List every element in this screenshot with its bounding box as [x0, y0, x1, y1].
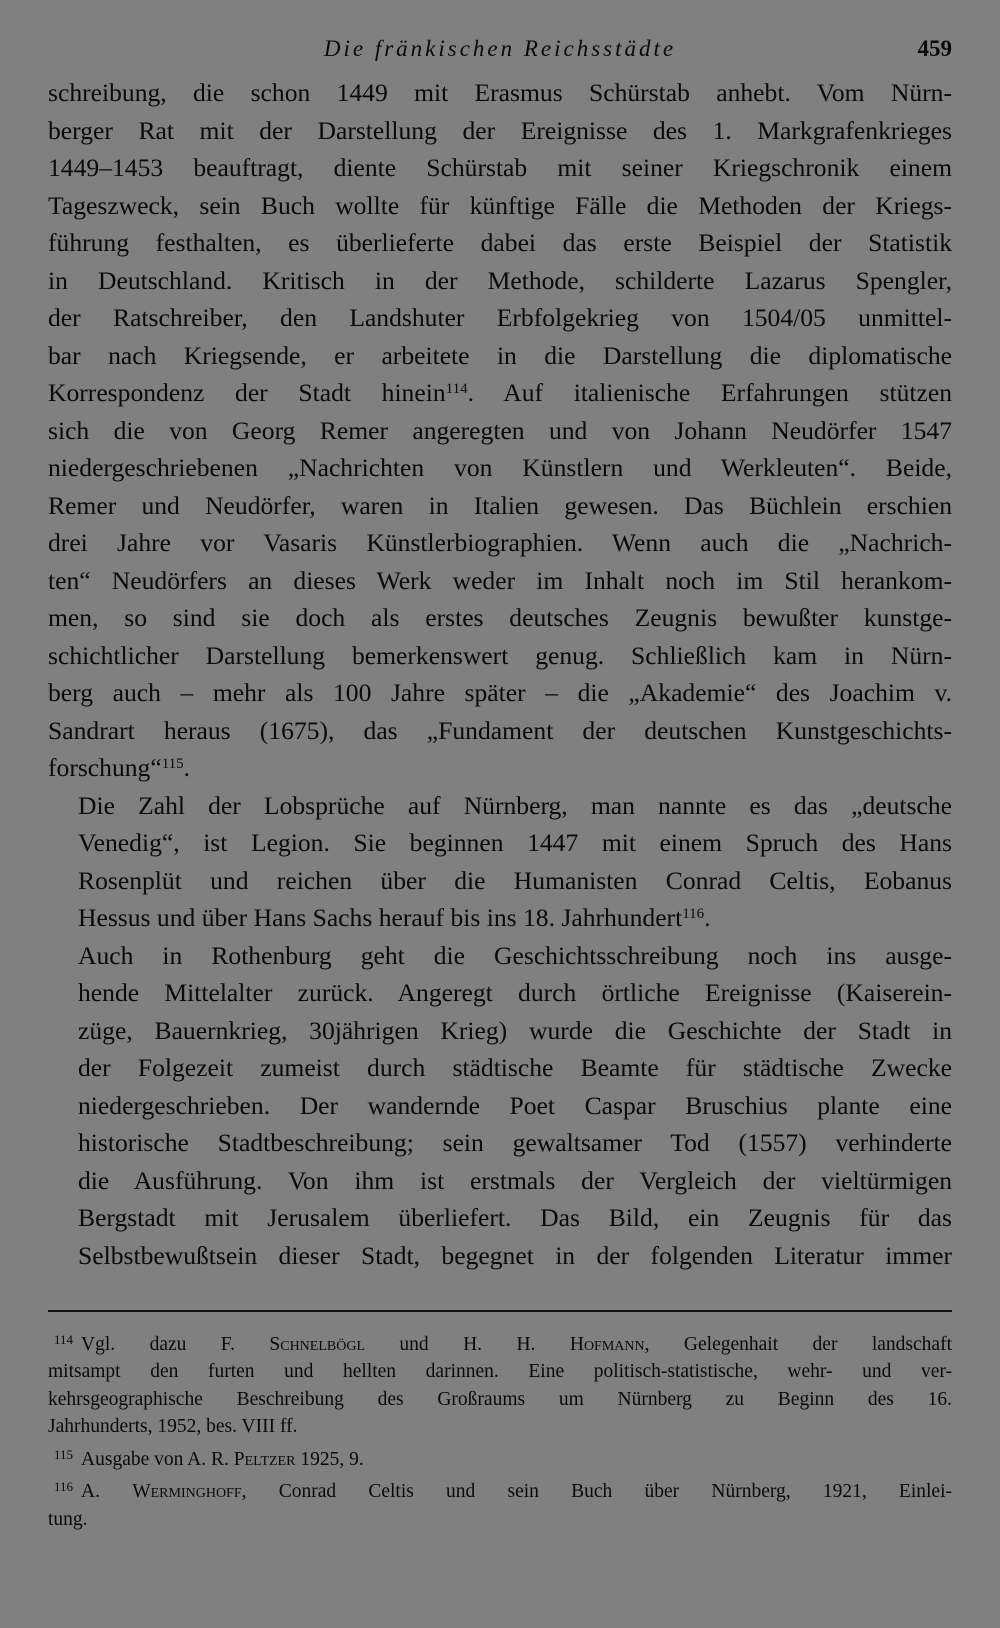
document-page — [48, 36, 952, 1533]
text-line — [48, 749, 952, 787]
text-line: schichtlicher Darstellung bemerkenswert genug. Schließlich kam in Nürn- — [48, 640, 952, 670]
text-line: niedergeschriebenen „Nachrichten von Künstlern und Werkleuten“. Beide, — [48, 453, 952, 482]
paragraph-1 — [48, 74, 952, 787]
text-line: in Deutschland. Kritisch in der Methode, schilderte Lazarus Spengler, — [48, 265, 952, 295]
text-segment: Hessus und über Hans Sachs herauf bis ins 18. Jahrhundert — [78, 903, 683, 932]
footnote-line: tung. — [48, 1508, 88, 1530]
text-line: berg auch – mehr als 100 Jahre später – die „Akademie“ des Joachim v. — [48, 678, 952, 707]
footnote-number: 114 — [54, 1332, 74, 1347]
text-segment: A. — [81, 1481, 133, 1503]
page-number: 459 — [917, 36, 952, 61]
author-name: Schnelbögl — [269, 1333, 366, 1355]
text-line — [48, 374, 952, 412]
text-segment: Korrespondenz der Stadt hinein — [48, 378, 446, 407]
text-segment: Ausgabe von A. R. — [81, 1448, 234, 1470]
text-segment: Vgl. dazu F. — [81, 1333, 270, 1355]
text-line: Rosenplüt und reichen über die Humanisten Conrad Celtis, Eobanus — [78, 865, 952, 895]
text-segment: . — [183, 753, 191, 782]
text-line: führung festhalten, es überlieferte dabei das erste Beispiel der Statistik — [48, 228, 952, 257]
text-line: 1449–1453 beauftragt, diente Schürstab mit seiner Kriegschronik einem — [48, 153, 952, 182]
author-name: Peltzer — [233, 1448, 296, 1470]
text-line: men, so sind sie doch als erstes deutsches Zeugnis bewußter kunstge- — [48, 603, 952, 632]
footnote-line: Jahrhunderts, 1952, bes. VIII ff. — [48, 1416, 298, 1438]
footnote-ref-114[interactable]: 114 — [445, 380, 468, 397]
text-segment: 1925, 9. — [295, 1448, 364, 1470]
text-line: sich die von Georg Remer angeregten und von Johann Neudörfer 1547 — [48, 415, 952, 445]
text-line: Sandrart heraus (1675), das „Fundament der deutschen Kunstgeschichts- — [48, 715, 952, 745]
text-line — [48, 899, 952, 937]
footnote-ref-116[interactable]: 116 — [682, 905, 705, 922]
text-line: Auch in Rothenburg geht die Geschichtsschreibung noch ins ausge- — [78, 940, 952, 970]
text-line: Venedig“, ist Legion. Sie beginnen 1447 mit einem Spruch des Hans — [78, 828, 952, 857]
footnote-line — [48, 1441, 952, 1473]
author-name: Hofmann — [569, 1333, 645, 1355]
paragraph-3 — [48, 937, 952, 1275]
text-line: bar nach Kriegsende, er arbeitete in die Darstellung die diplomatische — [48, 340, 952, 370]
text-segment: . — [704, 903, 711, 932]
paragraph-2 — [48, 787, 952, 937]
footnote-number: 116 — [54, 1479, 74, 1495]
text-line: der Folgezeit zumeist durch städtische Beamte für städtische Zwecke — [78, 1053, 952, 1082]
footnote-114 — [48, 1326, 952, 1441]
text-line: die Ausführung. Von ihm ist erstmals der Vergleich der vieltürmigen — [78, 1165, 952, 1195]
footnote-line: mitsampt den furten und hellten darinnen. Eine politisch-statistische, wehr- und ver- — [48, 1361, 952, 1383]
text-line: Bergstadt mit Jerusalem überliefert. Das Bild, ein Zeugnis für das — [78, 1203, 952, 1232]
footnote-line — [48, 1473, 952, 1505]
text-line: züge, Bauernkrieg, 30jährigen Krieg) wurde die Geschichte der Stadt in — [78, 1015, 952, 1045]
footnote-divider — [48, 1310, 952, 1312]
footnote-line — [48, 1326, 952, 1358]
text-line: historische Stadtbeschreibung; sein gewaltsamer Tod (1557) verhinderte — [78, 1128, 952, 1157]
running-head — [48, 36, 952, 74]
author-name: Werminghoff — [132, 1481, 242, 1503]
text-line: der Ratschreiber, den Landshuter Erbfolgekrieg von 1504/05 unmittel- — [48, 303, 952, 332]
text-segment: forschung“ — [48, 753, 162, 782]
text-line: Tageszweck, sein Buch wollte für künftige Fälle die Methoden der Kriegs- — [48, 190, 952, 220]
text-line: niedergeschrieben. Der wandernde Poet Caspar Bruschius plante eine — [78, 1090, 952, 1120]
running-head-title: Die fränkischen Reichsstädte — [323, 36, 677, 61]
text-line: Die Zahl der Lobsprüche auf Nürnberg, man nannte es das „deutsche — [78, 790, 952, 820]
text-segment: . Auf italienische Erfahrungen stützen — [467, 378, 952, 407]
footnote-line: kehrsgeographische Beschreibung des Großraums um Nürnberg zu Beginn des 16. — [48, 1388, 952, 1410]
footnote-116 — [48, 1473, 952, 1533]
text-line: ten“ Neudörfers an dieses Werk weder im Inhalt noch im Stil herankom- — [48, 565, 952, 595]
text-line: berger Rat mit der Darstellung der Ereignisse des 1. Markgrafenkrieges — [48, 115, 952, 145]
text-line: drei Jahre vor Vasaris Künstlerbiographien. Wenn auch die „Nachrich- — [48, 528, 952, 557]
footnote-number: 115 — [54, 1446, 74, 1462]
body-text — [48, 74, 952, 1274]
text-line: hende Mittelalter zurück. Angeregt durch örtliche Ereignisse (Kaiserein- — [78, 978, 952, 1007]
footnotes — [48, 1326, 952, 1533]
text-line: schreibung, die schon 1449 mit Erasmus Schürstab anhebt. Vom Nürn- — [48, 78, 952, 107]
text-segment: , Gelegenhait der landschaft — [644, 1333, 952, 1355]
footnote-ref-115[interactable]: 115 — [161, 755, 184, 772]
text-line: Selbstbewußtsein dieser Stadt, begegnet in der folgenden Literatur immer — [78, 1240, 952, 1270]
text-segment: , Conrad Celtis und sein Buch über Nürnberg, 1921, Einlei- — [241, 1481, 952, 1503]
footnote-115 — [48, 1441, 952, 1473]
text-line: Remer und Neudörfer, waren in Italien gewesen. Das Büchlein erschien — [48, 490, 952, 520]
text-segment: und H. H. — [365, 1333, 570, 1355]
